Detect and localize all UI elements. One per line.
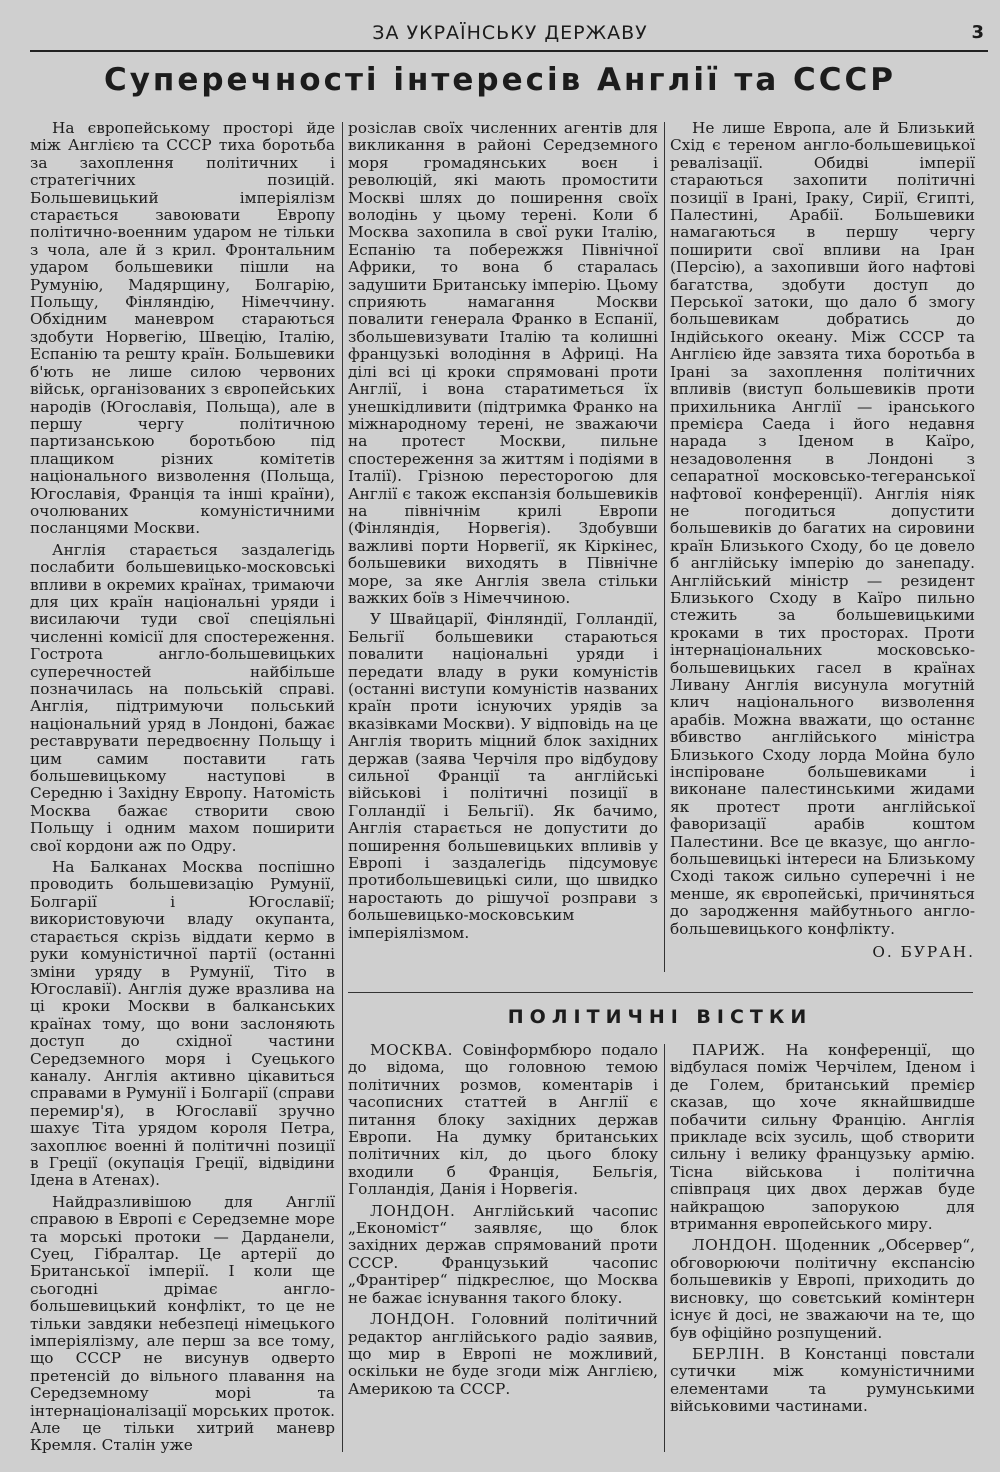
news-dateline: ЛОНДОН.	[370, 1310, 456, 1329]
news-section-title: ПОЛІТИЧНІ ВІСТКИ	[507, 1006, 813, 1028]
article-paragraph: розіслав своїх численних агентів для викликання в районі Середземного моря громадянських воєн і революцій, які мають промостити Москві шлях до поширення своїх володінь у цьому терені. Коли б Москва захопила в свої руки Італію, Еспанію та побережжя Північної Африки, то вона б старалась задушити Британську імперію. Цьому сприяють намагання Москви повалити генерала Франко в Еспанії, збольшевизувати Італію та колишні французькі володіння в Африці. На ділі всі ці кроки спрямовані проти Англії, і вона старатиметься їх унешкідливити (підтримка Франко на міжнародному терені, не зважаючи на протест Москви, пильне спостереження за життям і подіями в Італії). Грізною пересторогою для Англії є також експанзія большевиків на північнім крилі Европи (Фінляндія, Норвегія). Здобувши важливі порти Норвегії, як Кіркінес, большевики виходять в Північне море, за яке Англія звела стільки важких боїв з Німеччиною.	[348, 120, 658, 607]
article-title: Суперечності інтересів Англії та СССР	[103, 62, 897, 98]
article-paragraph: У Швайцарії, Фінляндії, Голландії, Бельгії большевики стараються повалити національні уряди і передати владу в руки комуністів (останні виступи комуністів названих країн проти існуючих урядів за вказівками Москви). У відповідь на це Англія творить міцний блок західних держав (заява Черчіля про відбудову сильної Франції та англійські військові і політичні позиції в Голландії і Бельгії). Як бачимо, Англія старається не допустити до поширення большевицьких впливів у Европі і заздалегідь підсумовує протибольшевицькі сили, що швидко наростають до рішучої розправи з большевицько-московським імперіялізмом.	[348, 610, 658, 942]
column-divider	[664, 122, 665, 972]
news-item	[670, 1346, 975, 1416]
column-divider	[664, 1044, 665, 1452]
news-dateline: ЛОНДОН.	[370, 1201, 456, 1220]
article-column-3	[670, 120, 975, 990]
news-text: Англійський часопис „Економіст“ заявляє, що блок західних держав спрямований проти СССР. Французький часопис „Франтірер“ підкреслює, що Москва не бажає існування такого блоку.	[348, 1201, 658, 1307]
article-paragraph: На європейському просторі йде між Англією та СССР тиха боротьба за захоплення політичних і стратегічних позицій. Большевицький імперіялізм старається завоювати Европу політично-военним ударом не тільки з чола, але й з крил. Фронтальним ударом большевики пішли на Румунію, Мадярщину, Болгарію, Польщу, Фінляндію, Німеччину. Обхідним маневром стараються здобути Норвегію, Швецію, Італію, Еспанію та решту країн. Большевики б'ють не лише силою червоних військ, організованих з європейських народів (Югославія, Польща), але в першу чергу політичною партизанською боротьбою під плащиком різних комітетів національного визволення (Польща, Югославія, Франція та інші країни), очолюваних комуністичними посланцями Москви.	[30, 120, 335, 538]
news-item	[348, 1042, 658, 1199]
news-text: В Констанці повстали сутички між комуністичними елементами та румунськими військовими частинами.	[670, 1344, 975, 1416]
news-dateline: ЛОНДОН.	[692, 1236, 778, 1255]
news-dateline: МОСКВА.	[370, 1042, 453, 1059]
news-text: Щоденник „Обсервер“, обговорюючи політичну експансію большевиків у Европі, приходить до висновку, що совєтський комінтерн існує й досі, не зважаючи на те, що був офіційно розпущений.	[670, 1236, 975, 1342]
news-text: Совінформбюро подало до відома, що головною темою політичних розмов, коментарів і часописних статтей в Англії є питання блоку західних держав Европи. На думку британських політичних кіл, до цього блоку входили б Франція, Бельгія, Голландія, Данія і Норвегія.	[348, 1042, 658, 1199]
news-dateline: ПАРИЖ.	[692, 1042, 766, 1059]
section-divider	[348, 992, 973, 993]
article-paragraph: Не лише Европа, але й Близький Схід є тереном англо-большевицької ревалізації. Обидві імперії стараються захопити політичні позиції в Ірані, Іраку, Сирії, Єгипті, Палестині, Арабії. Большевики намагаються в першу чергу поширити свої впливи на Іран (Персію), а захопивши його нафтові багатства, здобути доступ до Перської затоки, що дало б змогу большевикам добратись до Індійського океану. Між СССР та Англією йде завзята тиха боротьба в Ірані за захоплення політичних впливів (виступ большевиків проти прихильника Англії — іранського премієра Саеда і його недавня нарада з Іденом в Каїро, незадоволення в Лондоні з сепаратної московсько-тегеранської нафтової конференції). Англія ніяк не погодиться допустити большевиків до багатих на сировини країн Близького Сходу, бо це довело б англійську імперію до занепаду. Англійський міністр — резидент Близького Сходу в Каїро пильно стежить за большевицькими кроками в тих просторах. Проти інтернаціональних московсько-большевицьких гасел в країнах Ливану Англія висунула могутній клич національного визволення арабів. Можна вважати, що останнє вбивство англійського міністра Близького Сходу лорда Мойна було інспіроване большевиками і виконане палестинськими жидами як протест проти англійської фаворизації арабів коштом Палестини. Все це вказує, що англо-большевицькі інтереси на Близькому Сході також сильно суперечні і не менше, як європейські, причиняться до зародження майбутнього англо-большевицького конфлікту.	[670, 120, 975, 938]
article-column-2	[348, 120, 658, 970]
news-column-right	[670, 1042, 975, 1454]
news-item	[348, 1311, 658, 1398]
page-number: 3	[971, 22, 984, 43]
news-item	[670, 1237, 975, 1341]
running-title: ЗА УКРАЇНСЬКУ ДЕРЖАВУ	[372, 22, 648, 44]
news-item	[348, 1203, 658, 1307]
article-paragraph: Англія старається заздалегідь послабити большевицько-московські впливи в окремих країнах, тримаючи для цих країн національні уряди і висилаючи туди свої спеціяльні численні комісії для спостереження. Гострота англо-большевицьких суперечностей найбільше позначилась на польській справі. Англія, підтримуючи польський національний уряд в Лондоні, бажає реставрувати передвоєнну Польщу і цим самим поставити гать большевицькому наступові в Середню і Західну Европу. Натомість Москва бажає створити свою Польщу і одним махом поширити свої кордони аж по Одру.	[30, 540, 335, 855]
news-dateline: БЕРЛІН.	[692, 1344, 766, 1363]
author-signature: О. БУРАН.	[872, 943, 975, 962]
news-column-left	[348, 1042, 658, 1454]
news-text: На конференції, що відбулася поміж Черчілем, Іденом і де Голем, британський премієр сказав, що хоче якнайшвидше побачити сильну Францію. Англія прикладе всіх зусиль, щоб створити сильну і велику французьку армію. Тісна військова і політична співпраця цих двох держав буде найкращою запорукою для втримання европейського миру.	[670, 1042, 975, 1234]
column-divider	[342, 122, 343, 1452]
article-paragraph: Найдразливішою для Англії справою в Европі є Середземне море та морські протоки — Дарданели, Суец, Гібралтар. Це артерії до Британської імперії. І коли ще сьогодні дрімає англо-большевицький конфлікт, то це не тільки завдяки небезпеці німецького імперіялізму, але перш за все тому, що СССР не висунув одверто претенсій до вільного плавання на Середземному морі та інтернаціоналізації морських проток. Але це тільки хитрий маневр Кремля. Сталін уже	[30, 1192, 335, 1455]
news-item	[670, 1042, 975, 1233]
article-paragraph: На Балканах Москва поспішно проводить большевизацію Румунії, Болгарії і Югославії; використовуючи владу окупанта, старається скрізь віддати кермо в руки комуністичної партії (останні зміни уряду в Румунії, Тіто в Югославії). Англія дуже вразлива на ці кроки Москви в балканських країнах тому, що вони заслоняють доступ до східної частини Середземного моря і Суецького каналу. Англія активно цікавиться справами в Румунії і Болгарії (справи перемир'я), в Югославії зручно шахує Тіта урядом короля Петра, захоплює военні й політичні позиції в Греції (окупація Греції, відвідини Ідена в Атенах).	[30, 858, 335, 1190]
news-text: Головний політичний редактор англійського радіо заявив, що мир в Европі не можливий, оскільки не буде згоди між Англією, Америкою та СССР.	[348, 1310, 658, 1398]
page-header	[30, 22, 990, 50]
header-divider	[30, 50, 988, 52]
article-column-1	[30, 120, 335, 1455]
